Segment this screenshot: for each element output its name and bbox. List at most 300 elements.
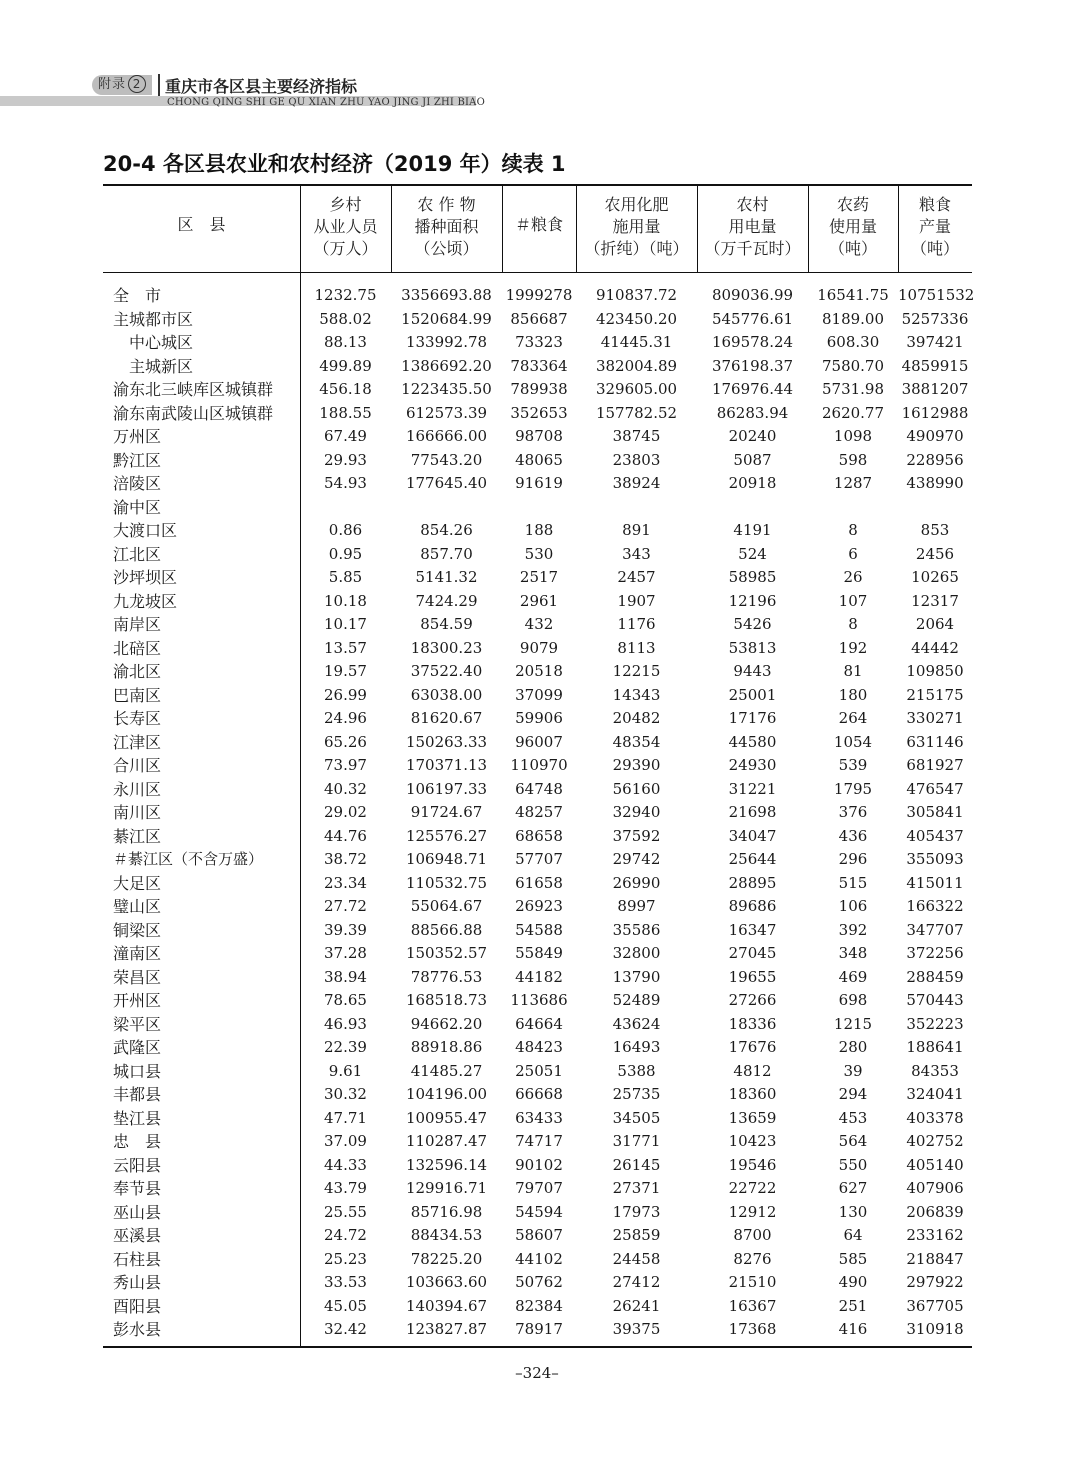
table-cell: 104196.00 (405, 1085, 488, 1103)
table-cell: 150352.57 (405, 944, 488, 962)
table-row (103, 684, 972, 708)
region-name: 石柱县 (113, 1249, 162, 1269)
table-cell: 129916.71 (405, 1179, 488, 1197)
table-cell: 215175 (906, 685, 964, 704)
table-cell: 125576.27 (405, 826, 488, 845)
table-cell: 612573.39 (405, 403, 488, 422)
column-header (898, 194, 972, 260)
table-cell: 0.95 (328, 544, 363, 563)
column-header-line: 施用量 (612, 217, 661, 236)
table-cell: 31221 (728, 779, 777, 798)
table-row (103, 660, 972, 684)
table-row (103, 872, 972, 896)
region-name: 铜梁区 (113, 920, 162, 940)
table-cell: 88434.53 (410, 1226, 483, 1244)
table-cell: 39375 (612, 1320, 661, 1338)
table-cell: 891 (622, 521, 651, 539)
table-cell: 38.72 (324, 850, 367, 868)
table-header-rule (103, 272, 972, 273)
table-cell: 8189.00 (821, 309, 885, 328)
table-cell: 177645.40 (405, 474, 488, 492)
table-cell: 539 (838, 756, 868, 774)
table-cell: 853 (920, 521, 950, 539)
table-row (103, 472, 972, 496)
table-cell: 58985 (728, 568, 777, 586)
table-cell: 25644 (728, 850, 777, 868)
table-cell: 9443 (733, 662, 772, 680)
table-cell: 416 (838, 1320, 868, 1338)
table-cell: 16493 (612, 1038, 661, 1056)
table-cell: 91724.67 (410, 803, 483, 821)
region-name: 潼南区 (113, 944, 162, 963)
table-row (103, 1036, 972, 1060)
table-cell: 436 (838, 826, 868, 845)
table-cell: 1098 (833, 427, 873, 445)
region-name: 渝中区 (113, 497, 162, 517)
table-cell: 1520684.99 (401, 309, 492, 328)
table-cell: 35586 (612, 920, 661, 939)
column-header-line: （折纯）（吨） (584, 239, 689, 258)
table-cell: 38.94 (324, 967, 367, 986)
table-cell: 14343 (612, 685, 661, 704)
column-header (576, 194, 697, 260)
table-cell: 180 (838, 685, 868, 704)
table-cell: 85716.98 (410, 1202, 483, 1221)
table-cell: 598 (838, 450, 868, 469)
column-header-line: 用电量 (728, 217, 777, 236)
table-cell: 12215 (612, 662, 661, 680)
table-cell: 367705 (906, 1296, 964, 1315)
appendix-number: 2 (128, 75, 146, 93)
table-cell: 38924 (612, 474, 661, 492)
table-row (103, 1201, 972, 1225)
table-row (103, 778, 972, 802)
table-cell: 29.02 (324, 803, 367, 821)
table-top-rule (103, 184, 972, 186)
table-cell: 564 (838, 1132, 868, 1150)
table-cell: 4812 (733, 1061, 772, 1080)
table-cell: 17973 (612, 1202, 661, 1221)
table-cell: 329605.00 (595, 380, 678, 398)
region-name: 九龙坡区 (113, 591, 178, 611)
running-header-pinyin: CHONG QING SHI GE QU XIAN ZHU YAO JING JI ZHI BIAO (167, 97, 485, 108)
table-cell: 405140 (906, 1155, 964, 1174)
table-cell: 81620.67 (410, 709, 483, 727)
table-cell: 109850 (906, 662, 964, 680)
table-row (103, 637, 972, 661)
table-cell: 297922 (906, 1273, 964, 1291)
table-cell: 86283.94 (716, 403, 789, 422)
table-cell: 78776.53 (410, 967, 483, 986)
column-header-line: （吨） (828, 239, 877, 258)
table-cell: 570443 (906, 991, 964, 1009)
table-cell: 29390 (612, 756, 661, 774)
table-cell: 218847 (906, 1249, 964, 1268)
table-cell: 524 (738, 544, 767, 563)
table-cell: 106197.33 (405, 779, 488, 798)
region-name: 璧山区 (113, 897, 162, 916)
table-cell: 2457 (617, 568, 656, 586)
table-cell: 10.17 (324, 615, 367, 633)
column-header-line: 使用量 (828, 217, 877, 236)
table-cell: 31771 (612, 1132, 661, 1150)
table-cell: 296 (838, 850, 868, 868)
region-name: 忠 县 (113, 1132, 162, 1151)
table-cell: 82384 (515, 1296, 563, 1315)
table-row (103, 519, 972, 543)
table-cell: 48423 (515, 1038, 563, 1056)
region-name: 城口县 (113, 1061, 162, 1081)
table-cell: 34047 (728, 826, 777, 845)
table-cell: 10265 (911, 568, 959, 586)
table-cell: 6 (848, 544, 858, 563)
table-cell: 355093 (906, 850, 964, 868)
table-cell: 22722 (728, 1179, 777, 1197)
table-row (103, 966, 972, 990)
table-cell: 13659 (728, 1108, 777, 1127)
table-row (103, 449, 972, 473)
table-cell: 8113 (617, 638, 656, 657)
table-cell: 26.99 (324, 685, 367, 704)
table-row (103, 543, 972, 567)
table-cell: 1999278 (505, 286, 573, 304)
table-cell: 63433 (515, 1108, 563, 1127)
column-header (808, 194, 898, 260)
table-cell: 23803 (612, 450, 661, 469)
table-cell: 64748 (515, 779, 563, 798)
column-header-line: 农村 (736, 195, 769, 214)
table-cell: 53813 (728, 638, 777, 657)
table-row (103, 590, 972, 614)
table-cell: 280 (838, 1038, 868, 1056)
data-table (103, 184, 975, 1348)
table-cell: 26923 (515, 897, 563, 915)
table-cell: 789938 (510, 380, 568, 398)
table-cell: 100955.47 (405, 1108, 488, 1127)
table-cell: 79707 (515, 1179, 563, 1197)
table-cell: 55849 (515, 944, 563, 962)
table-cell: 133992.78 (405, 333, 488, 351)
table-cell: 188.55 (319, 403, 372, 422)
table-row (103, 1295, 972, 1319)
table-cell: 1386692.20 (401, 356, 492, 375)
table-cell: 110287.47 (405, 1132, 488, 1150)
region-name: 巫溪县 (113, 1226, 162, 1245)
column-header (502, 214, 576, 236)
table-row (103, 1130, 972, 1154)
table-row (103, 284, 975, 308)
table-cell: 27266 (728, 991, 777, 1009)
table-cell: 89686 (728, 897, 777, 915)
table-cell: 40.32 (324, 779, 367, 798)
region-name: 南岸区 (113, 615, 162, 634)
table-cell: 206839 (906, 1202, 964, 1221)
table-cell: 4859915 (901, 356, 969, 375)
table-cell: 310918 (906, 1320, 964, 1338)
table-row (103, 378, 972, 402)
region-name: 中心城区 (113, 333, 194, 352)
table-cell: 1232.75 (314, 286, 377, 304)
region-name: 綦江区 (113, 826, 162, 846)
table-cell: 26241 (612, 1296, 661, 1315)
table-cell: 169578.24 (711, 333, 794, 351)
region-name: 彭水县 (113, 1320, 162, 1339)
table-cell: 2620.77 (821, 403, 885, 422)
table-cell: 1215 (833, 1014, 873, 1033)
region-name: 云阳县 (113, 1155, 162, 1175)
table-row (103, 1083, 972, 1107)
table-cell: 98708 (515, 427, 563, 445)
table-cell: 54.93 (324, 474, 367, 492)
table-cell: 469 (838, 967, 868, 986)
table-cell: 490970 (906, 427, 964, 445)
table-row (103, 331, 972, 355)
region-name: 秀山县 (113, 1273, 162, 1292)
region-name: 渝东北三峡库区城镇群 (113, 380, 274, 399)
table-cell: 41445.31 (600, 333, 673, 351)
table-cell: 10.18 (324, 591, 367, 610)
table-cell: 352653 (510, 403, 568, 422)
column-header-line: 农 作 物 (417, 195, 476, 214)
table-cell: 25859 (612, 1226, 661, 1244)
table-cell: 54594 (515, 1202, 563, 1221)
table-cell: 288459 (906, 967, 964, 986)
table-row (103, 848, 972, 872)
table-cell: 783364 (510, 356, 568, 375)
table-cell: 25.55 (324, 1202, 367, 1221)
table-cell: 8997 (617, 897, 656, 915)
region-name: 涪陵区 (113, 474, 162, 493)
table-row (103, 1224, 972, 1248)
region-name: 渝东南武陵山区城镇群 (113, 403, 274, 423)
table-cell: 2517 (519, 568, 559, 586)
table-cell: 3356693.88 (401, 286, 492, 304)
table-cell: 39.39 (324, 920, 367, 939)
table-row (103, 825, 972, 849)
table-bottom-rule (103, 1346, 972, 1348)
table-cell: 77543.20 (410, 450, 483, 469)
region-name: 江北区 (113, 544, 162, 564)
table-cell: 1287 (833, 474, 873, 492)
table-cell: 403378 (906, 1108, 964, 1127)
column-header-line: （万人） (313, 239, 378, 258)
table-cell: 74717 (515, 1132, 563, 1150)
table-cell: 37099 (515, 685, 563, 704)
table-cell: 78225.20 (410, 1249, 483, 1268)
table-cell: 94662.20 (410, 1014, 483, 1033)
table-cell: 44.76 (324, 826, 367, 845)
table-cell: 107 (838, 591, 868, 610)
column-header (697, 194, 808, 260)
table-cell: 854.26 (420, 521, 473, 539)
table-row (103, 425, 972, 449)
table-cell: 44182 (515, 967, 563, 986)
table-cell: 21510 (728, 1273, 777, 1291)
table-cell: 1907 (617, 591, 656, 610)
table-cell: 123827.87 (405, 1320, 488, 1338)
table-cell: 44580 (728, 732, 777, 751)
table-cell: 2064 (915, 615, 955, 633)
table-cell: 110532.75 (405, 873, 488, 892)
table-cell: 26145 (612, 1155, 661, 1174)
table-cell: 26990 (612, 873, 661, 892)
table-cell: 5.85 (328, 568, 363, 586)
table-cell: 64 (843, 1226, 863, 1244)
table-cell: 33.53 (324, 1273, 367, 1291)
table-cell: 16347 (728, 920, 777, 939)
region-name: 巫山县 (113, 1202, 162, 1222)
table-cell: 54588 (515, 920, 563, 939)
table-row (103, 731, 972, 755)
table-cell: 39 (843, 1061, 863, 1080)
table-cell: 110970 (510, 756, 568, 774)
table-cell: 348 (838, 944, 868, 962)
table-cell: 48257 (515, 803, 563, 821)
table-cell: 550 (838, 1155, 868, 1174)
table-row (103, 1177, 972, 1201)
table-cell: 515 (838, 873, 868, 892)
table-cell: 88918.86 (410, 1038, 483, 1056)
table-cell: 23.34 (324, 873, 367, 892)
table-cell: 34505 (612, 1108, 661, 1127)
page-number: –324– (515, 1364, 559, 1382)
table-row (103, 402, 972, 426)
table-cell: 0.86 (328, 521, 363, 539)
table-row (103, 308, 972, 332)
table-cell: 18300.23 (410, 638, 483, 657)
table-cell: 608.30 (826, 333, 880, 351)
column-header (103, 214, 300, 236)
table-cell: 45.05 (324, 1296, 367, 1315)
region-name: 渝北区 (113, 662, 162, 681)
region-name: 长寿区 (113, 709, 162, 728)
table-cell: 432 (524, 615, 554, 633)
table-cell: 50762 (515, 1273, 563, 1291)
table-cell: 24458 (612, 1249, 661, 1268)
region-name: 大渡口区 (113, 521, 178, 540)
table-cell: 2961 (519, 591, 559, 610)
table-row (103, 1318, 972, 1342)
column-header-line: 从业人员 (313, 217, 378, 236)
table-cell: 4191 (733, 521, 772, 539)
region-name: 巴南区 (113, 685, 162, 705)
region-name: 梁平区 (113, 1014, 162, 1034)
table-cell: 12317 (911, 591, 959, 610)
table-row (103, 801, 972, 825)
region-name: 沙坪坝区 (113, 568, 178, 587)
table-cell: 854.59 (420, 615, 473, 633)
table-cell: 16541.75 (817, 286, 889, 304)
table-cell: 5731.98 (821, 380, 885, 398)
table-cell: 84353 (911, 1061, 959, 1080)
table-cell: 27371 (612, 1179, 661, 1197)
table-cell: 17676 (728, 1038, 777, 1056)
table-cell: 251 (838, 1296, 868, 1315)
table-cell: 32800 (612, 944, 661, 962)
table-cell: 2456 (915, 544, 955, 563)
table-cell: 856687 (510, 309, 568, 328)
table-cell: 43624 (612, 1014, 661, 1033)
table-cell: 376 (838, 803, 868, 821)
table-cell: 5426 (733, 615, 772, 633)
table-cell: 294 (838, 1085, 868, 1103)
column-header (300, 194, 391, 260)
appendix-tag (92, 74, 166, 96)
region-name: 垫江县 (113, 1108, 162, 1128)
table-cell: 44442 (911, 638, 959, 657)
region-name: 奉节县 (113, 1179, 162, 1198)
column-header-line: 产量 (918, 217, 951, 236)
table-row (103, 989, 972, 1013)
table-cell: 176976.44 (711, 380, 794, 398)
table-cell: 18336 (728, 1014, 777, 1033)
table-cell: 30.32 (324, 1085, 367, 1103)
table-cell: 63038.00 (410, 685, 483, 704)
table-cell: 166666.00 (405, 427, 488, 445)
table-cell: 20518 (515, 662, 563, 680)
table-cell: 56160 (612, 779, 661, 798)
table-cell: 106948.71 (405, 850, 488, 868)
table-cell: 324041 (906, 1085, 964, 1103)
column-header (391, 194, 502, 260)
region-name: 万州区 (113, 427, 162, 446)
table-cell: 25051 (515, 1061, 563, 1080)
column-header-line: 乡村 (329, 195, 362, 214)
table-cell: 857.70 (420, 544, 473, 563)
table-cell: 20482 (612, 709, 661, 727)
table-cell: 78917 (515, 1320, 563, 1338)
region-name: 武隆区 (113, 1038, 162, 1057)
region-name: 永川区 (113, 779, 162, 799)
table-cell: 627 (838, 1179, 868, 1197)
table-row (103, 355, 972, 379)
table-cell: 130 (838, 1202, 868, 1221)
table-cell: 27.72 (324, 897, 367, 915)
table-cell: 8276 (733, 1249, 772, 1268)
table-cell: 43.79 (324, 1179, 367, 1197)
table-cell: 9.61 (328, 1061, 363, 1080)
table-cell: 12196 (728, 591, 777, 610)
table-cell: 32940 (612, 803, 661, 821)
table-cell: 28895 (728, 873, 777, 892)
table-cell: 58607 (515, 1226, 563, 1244)
table-cell: 305841 (906, 803, 964, 821)
table-cell: 113686 (510, 991, 568, 1009)
table-row (103, 942, 972, 966)
table-cell: 698 (838, 991, 868, 1009)
table-cell: 61658 (515, 873, 563, 892)
table-cell: 19546 (728, 1155, 777, 1174)
table-row (103, 707, 972, 731)
table-cell: 25.23 (324, 1249, 367, 1268)
table-cell: 530 (524, 544, 554, 563)
region-name: 全 市 (113, 286, 162, 305)
running-header-title: 重庆市各区县主要经济指标 (165, 77, 358, 96)
table-cell: 52489 (612, 991, 661, 1009)
table-cell: 73323 (515, 333, 563, 351)
table-cell: 24930 (728, 756, 777, 774)
column-header-line: 区 县 (177, 215, 226, 234)
table-cell: 57707 (515, 850, 563, 868)
table-row (103, 496, 972, 520)
table-cell: 1223435.50 (401, 380, 492, 398)
table-cell: 8 (848, 521, 858, 539)
table-cell: 88566.88 (410, 920, 483, 939)
table-cell: 55064.67 (410, 897, 483, 915)
column-header-line: ＃粮食 (514, 215, 563, 234)
column-header-line: （吨） (910, 239, 959, 258)
table-cell: 20918 (728, 474, 777, 492)
